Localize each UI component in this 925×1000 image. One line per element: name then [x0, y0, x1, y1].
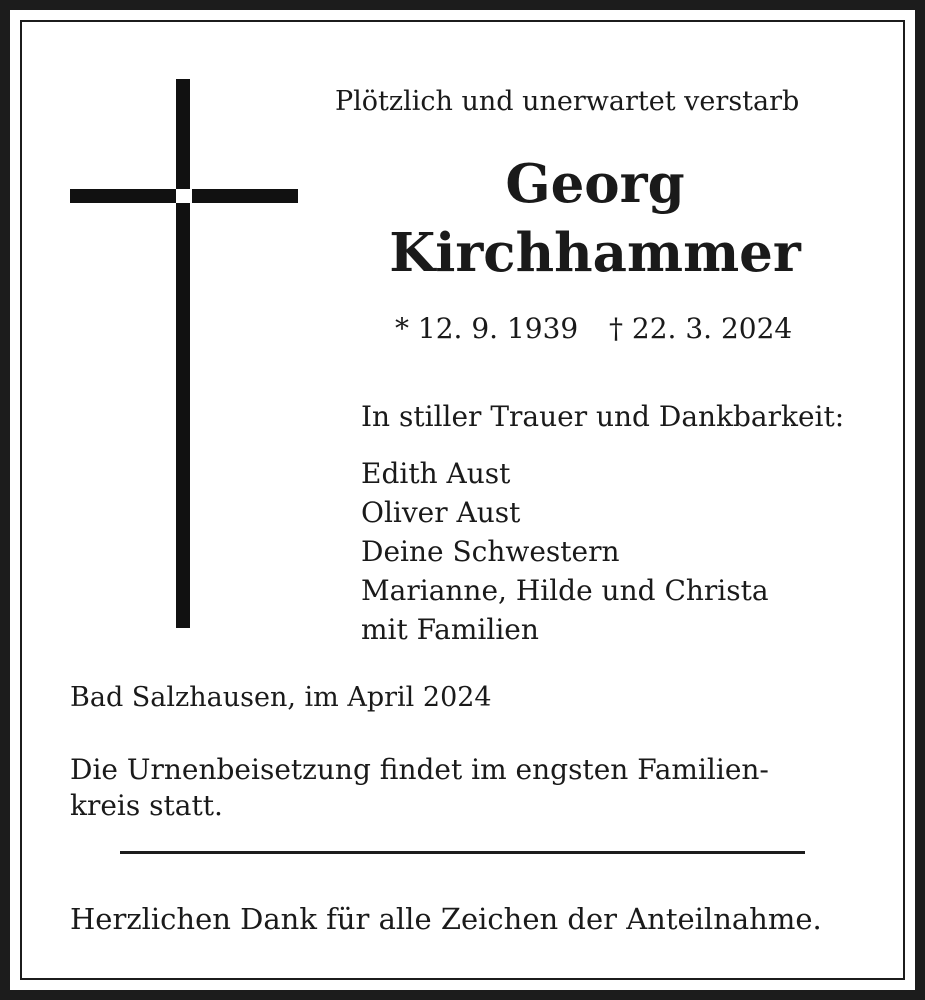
- death-date: † 22. 3. 2024: [609, 312, 793, 345]
- cross-center-gap: [176, 189, 192, 203]
- list-item: Marianne, Hilde und Christa: [361, 574, 769, 607]
- divider-line: [120, 851, 805, 854]
- deceased-first-name: Georg: [505, 153, 685, 215]
- mourning-line: In stiller Trauer und Dankbarkeit:: [361, 400, 845, 433]
- list-item: mit Familien: [361, 613, 539, 646]
- list-item: Deine Schwestern: [361, 535, 620, 568]
- burial-line: Die Urnenbeisetzung findet im engsten Familien-: [70, 753, 769, 786]
- burial-notice: [70, 752, 830, 824]
- deceased-last-name: Kirchhammer: [389, 222, 801, 284]
- thanks-line: Herzlichen Dank für alle Zeichen der Anteilnahme.: [70, 902, 822, 936]
- cross-vertical-bar: [176, 79, 190, 628]
- list-item: Edith Aust: [361, 457, 511, 490]
- place-date: Bad Salzhausen, im April 2024: [70, 682, 492, 713]
- intro-text: Plötzlich und unerwartet verstarb: [335, 86, 800, 117]
- birth-date: * 12. 9. 1939: [395, 312, 579, 345]
- burial-line: kreis statt.: [70, 789, 223, 822]
- list-item: Oliver Aust: [361, 496, 521, 529]
- mourners-list: [361, 454, 769, 649]
